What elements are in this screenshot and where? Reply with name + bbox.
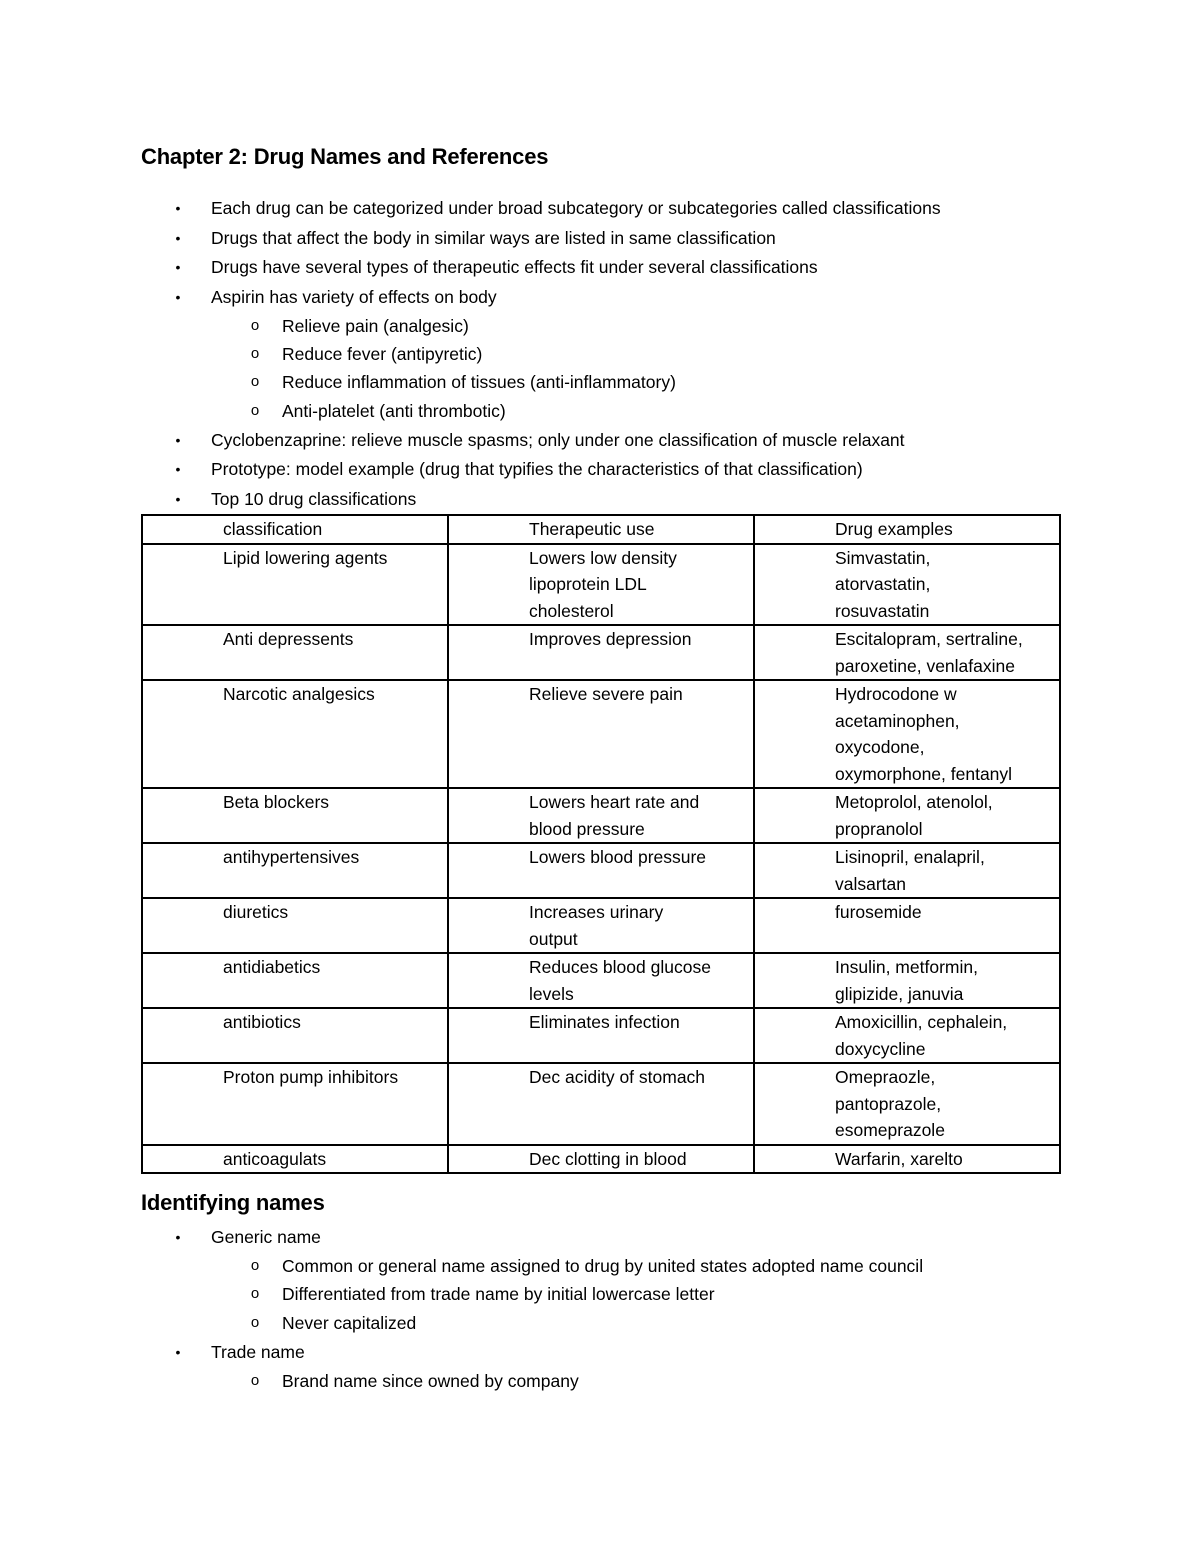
table-cell: Lowers blood pressure [448,843,754,898]
table-cell: antibiotics [142,1008,448,1063]
table-row [142,1145,1060,1174]
table-cell: Reduces blood glucose levels [448,953,754,1008]
table-cell: anticoagulats [142,1145,448,1174]
table-cell: Beta blockers [142,788,448,843]
bullet-icon: • [175,230,181,246]
table-row [142,953,1060,1008]
sub-bullet-icon: o [250,317,260,334]
drug-classification-table [141,514,1061,1174]
bullet-icon: • [175,461,181,477]
table-row [142,843,1060,898]
table-row [142,898,1060,953]
table-row [142,544,1060,626]
bullet-icon: • [175,200,181,216]
table-cell: Improves depression [448,625,754,680]
sub-bullet-icon: o [250,373,260,390]
table-cell: Narcotic analgesics [142,680,448,788]
table-cell: Proton pump inhibitors [142,1063,448,1145]
table-header-row [142,515,1060,544]
section-heading-identifying-names: Identifying names [141,1190,325,1215]
table-header-cell: Therapeutic use [448,515,754,544]
table-row [142,625,1060,680]
bullet-icon: • [175,259,181,275]
sub-bullet-icon: o [250,1372,260,1389]
page-title: Chapter 2: Drug Names and References [141,144,549,169]
table-cell: Eliminates infection [448,1008,754,1063]
table-cell: Simvastatin, atorvastatin, rosuvastatin [754,544,1060,626]
table-header-cell: Drug examples [754,515,1060,544]
bullet-icon: • [175,491,181,507]
table-cell: Escitalopram, sertraline, paroxetine, venlafaxine [754,625,1060,680]
table-cell: Increases urinary output [448,898,754,953]
table-cell: Relieve severe pain [448,680,754,788]
sub-bullet-icon: o [250,1285,260,1302]
table-row [142,1063,1060,1145]
table-cell: Lisinopril, enalapril, valsartan [754,843,1060,898]
table-cell: Warfarin, xarelto [754,1145,1060,1174]
bullet-icon: • [175,432,181,448]
table-cell: Lipid lowering agents [142,544,448,626]
table-row [142,788,1060,843]
sub-bullet-icon: o [250,402,260,419]
table-cell: Insulin, metformin, glipizide, januvia [754,953,1060,1008]
bullet-icon: • [175,1344,181,1360]
document-page: Chapter 2: Drug Names and References • Each drug can be categorized under broad subcategory or subcategories called classifications • Drugs that affect the body in similar ways are listed in same classification • Drugs have several types of therapeutic effects fit under several classifications • Aspirin has variety of effects on body o Relieve pain (analgesic) o Reduce fever (antipyretic) o Reduce inflammation of tissues (anti-inflammatory) o Anti-platelet (anti thrombotic) • Cyclobenzaprine: relieve muscle spasms; only under one classification of muscle relaxant • Prototype: model example (drug that typifies the characteristics of that classification) • Top 10 drug classifications classification Therapeutic use Drug examples Lipid lowering agents Lowers low density lipoprotein LDL cholesterol Simvastatin, atorvastatin, rosuvastatin Anti depressents Improves depression Escitalopram, sertraline, paroxetine, venlafaxine Narcotic analgesics Relieve severe pain Hydrocodone w acetaminophen, oxycodone, oxymorphone, fentanyl Beta blockers Lowers heart rate and blood pressure Metoprolol, atenolol, propranolol antihypertensives Lowers blood pressure Lisinopril, enalapril, valsartan diuretics Increases urinary output furosemide antidiabetics Reduces blood glucose levels Insulin, metformin, glipizide, januvia antibiotics Eliminates infection Amoxicillin, cephalein, doxycycline Proton pump inhibitors Dec acidity of stomach Omepraozle, pantoprazole, esomeprazole anticoagulats Dec clotting in blood Warfarin, xarelto Identifying names • Generic name o Common or general name assigned to drug by united states adopted name council o Differentiated from trade name by initial lowercase letter o Never capitalized • Trade name o Brand name since owned by company [0,0,1200,1553]
table-cell: antidiabetics [142,953,448,1008]
table-cell: furosemide [754,898,1060,953]
table-header-cell: classification [142,515,448,544]
table-cell: Lowers heart rate and blood pressure [448,788,754,843]
table-cell: Anti depressents [142,625,448,680]
table-cell: Hydrocodone w acetaminophen, oxycodone, oxymorphone, fentanyl [754,680,1060,788]
table-cell: antihypertensives [142,843,448,898]
table-row [142,1008,1060,1063]
table-cell: Lowers low density lipoprotein LDL cholesterol [448,544,754,626]
sub-bullet-icon: o [250,1314,260,1331]
table-cell: Dec clotting in blood [448,1145,754,1174]
table-row [142,680,1060,788]
table-cell: Dec acidity of stomach [448,1063,754,1145]
bullet-icon: • [175,289,181,305]
bullet-icon: • [175,1229,181,1245]
table-cell: diuretics [142,898,448,953]
table-cell: Omepraozle, pantoprazole, esomeprazole [754,1063,1060,1145]
sub-bullet-icon: o [250,1257,260,1274]
table-cell: Metoprolol, atenolol, propranolol [754,788,1060,843]
sub-bullet-icon: o [250,345,260,362]
table-cell: Amoxicillin, cephalein, doxycycline [754,1008,1060,1063]
